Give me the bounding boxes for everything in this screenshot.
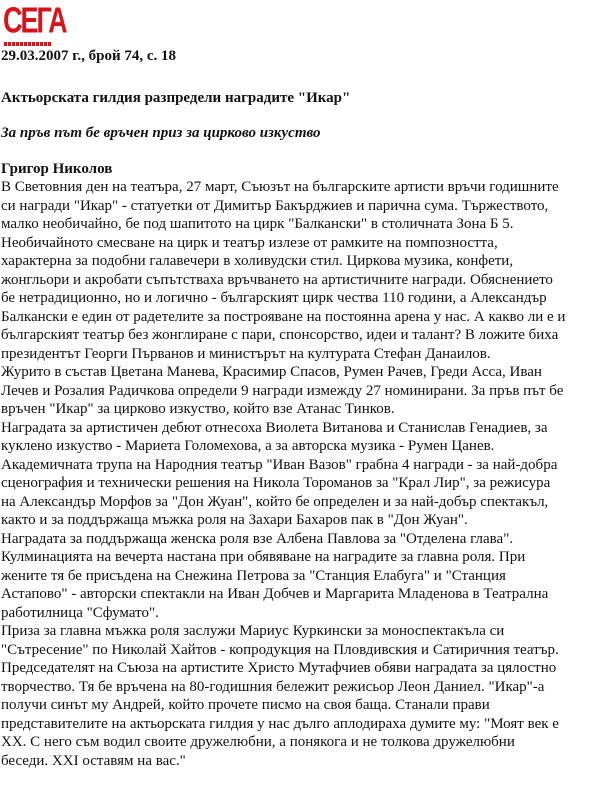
- paragraph-line: беседи. XXI оставям на вас.": [1, 752, 186, 769]
- article-author: Григор Николов: [1, 161, 113, 177]
- paragraph-line: малко необичайно, бе под шапитото на цирк "Балкански" в столичната Зона Б 5.: [1, 216, 514, 232]
- article-paragraph: [1, 178, 600, 234]
- article-paragraph: [1, 363, 600, 419]
- paragraph-line: В Световния ден на театъра, 27 март, Съюзът на българските артисти връчи годишните: [1, 179, 559, 195]
- paragraph-line: жените тя бе присъдена на Снежина Петрова за "Станция Елабуга" и "Станция: [1, 567, 506, 584]
- paragraph-line: си награди "Икар" - статуетки от Димитър Бакърджиев и парична сума. Тържеството,: [1, 197, 549, 214]
- paragraph-line: Астапово" - авторски спектакли на Иван Добчев и Маргарита Младенова в Театрална: [1, 586, 549, 602]
- article-title: Актьорската гилдия разпредели наградите "Икар": [1, 90, 351, 106]
- article-paragraph: [1, 622, 600, 659]
- logo-text: СЕГА: [3, 0, 66, 41]
- paragraph-line: българският театър без жонглиране с пари, спонсорство, идеи и талант? В ложите биха: [1, 327, 559, 343]
- paragraph-line: получи синът му Андрей, който прочете писмо на своя баща. Станали прави: [1, 697, 490, 713]
- article-paragraph: [1, 659, 600, 770]
- paragraph-line: на Александър Морфов за "Дон Жуан", който бе определен и за най-добър спектакъл,: [1, 493, 549, 510]
- paragraph-line: работилница "Сфумато".: [1, 604, 159, 621]
- paragraph-line: представителите на актьорската гилдия у нас дълго аплодираха думите му: "Моят век е: [1, 715, 559, 732]
- paragraph-line: Председателят на Съюза на артистите Христо Мутафчиев обяви наградата за цялостно: [1, 660, 557, 676]
- paragraph-line: жонгльори и акробати съпътстваха връчването на артистичните награди. Обяснението: [1, 271, 553, 288]
- paragraph-line: връчен "Икар" за цирково изкуство, който взе Атанас Тинков.: [1, 401, 395, 417]
- paragraph-line: президентът Георги Първанов и министърът на културата Стефан Данаилов.: [1, 345, 491, 362]
- article-body: [1, 178, 600, 770]
- paragraph-line: куклено изкуство - Мариета Голомехова, а за авторска музика - Румен Цанев.: [1, 438, 495, 454]
- article-paragraph: [1, 548, 600, 622]
- paragraph-line: Лечев и Розалия Радичкова определи 9 награди измежду 27 номинирани. За пръв път бе: [1, 382, 564, 399]
- paragraph-line: както и за поддържаща мъжка роля на Захари Бахаров пак в "Дон Жуан".: [1, 512, 468, 528]
- paragraph-line: Журито в състав Цветана Манева, Красимир Спасов, Румен Рачев, Греди Асса, Иван: [1, 364, 542, 380]
- article-paragraph: [1, 530, 600, 549]
- paragraph-line: Наградата за артистичен дебют отнесоха Виолета Витанова и Станислав Генадиев, за: [1, 419, 548, 436]
- paragraph-line: "Сътресение" по Николай Хайтов - копродукция на Пловдивския и Сатиричния театър.: [1, 641, 559, 658]
- paragraph-line: Академичната трупа на Народния театър "Иван Вазов" грабна 4 награди - за най-добра: [1, 456, 558, 473]
- sega-logo[interactable]: [3, 0, 66, 45]
- article-paragraph: [1, 456, 600, 530]
- paragraph-line: Наградата за поддържаща женска роля взе Албена Павлова за "Отделена глава".: [1, 530, 514, 547]
- paragraph-line: бе нетрадиционно, но и логично - българският цирк чества 110 години, а Александър: [1, 290, 547, 306]
- article-paragraph: [1, 234, 600, 364]
- article-paragraph: [1, 419, 600, 456]
- paragraph-line: Приза за главна мъжка роля заслужи Мариус Куркински за моноспектакъла си: [1, 623, 505, 639]
- paragraph-line: творчество. Тя бе връчена на 80-годишния бележит режисьор Леон Даниел. "Икар"-а: [1, 678, 545, 695]
- paragraph-line: сценография и технически решения на Никола Тороманов за "Крал Лир", за режисура: [1, 475, 551, 491]
- paragraph-line: Кулминацията на вечерта настана при обявяване на наградите за главна роля. При: [1, 549, 526, 565]
- article-subtitle: За пръв път бе връчен приз за цирково изкуство: [1, 125, 321, 141]
- paragraph-line: XX. С него съм водил своите дружелюбни, а понякога и не толкова дружелюбни: [1, 734, 515, 750]
- issue-info: 29.03.2007 г., брой 74, с. 18: [1, 48, 177, 64]
- paragraph-line: Необичайното смесване на цирк и театър излезе от рамките на помпозността,: [1, 234, 498, 251]
- paragraph-line: Балкански е един от радетелите за построяване на постоянна арена у нас. А какво ли е и: [1, 308, 566, 325]
- paragraph-line: характерна за подобни галавечери в холивудски стил. Циркова музика, конфети,: [1, 253, 514, 269]
- logo-underline: [4, 42, 52, 46]
